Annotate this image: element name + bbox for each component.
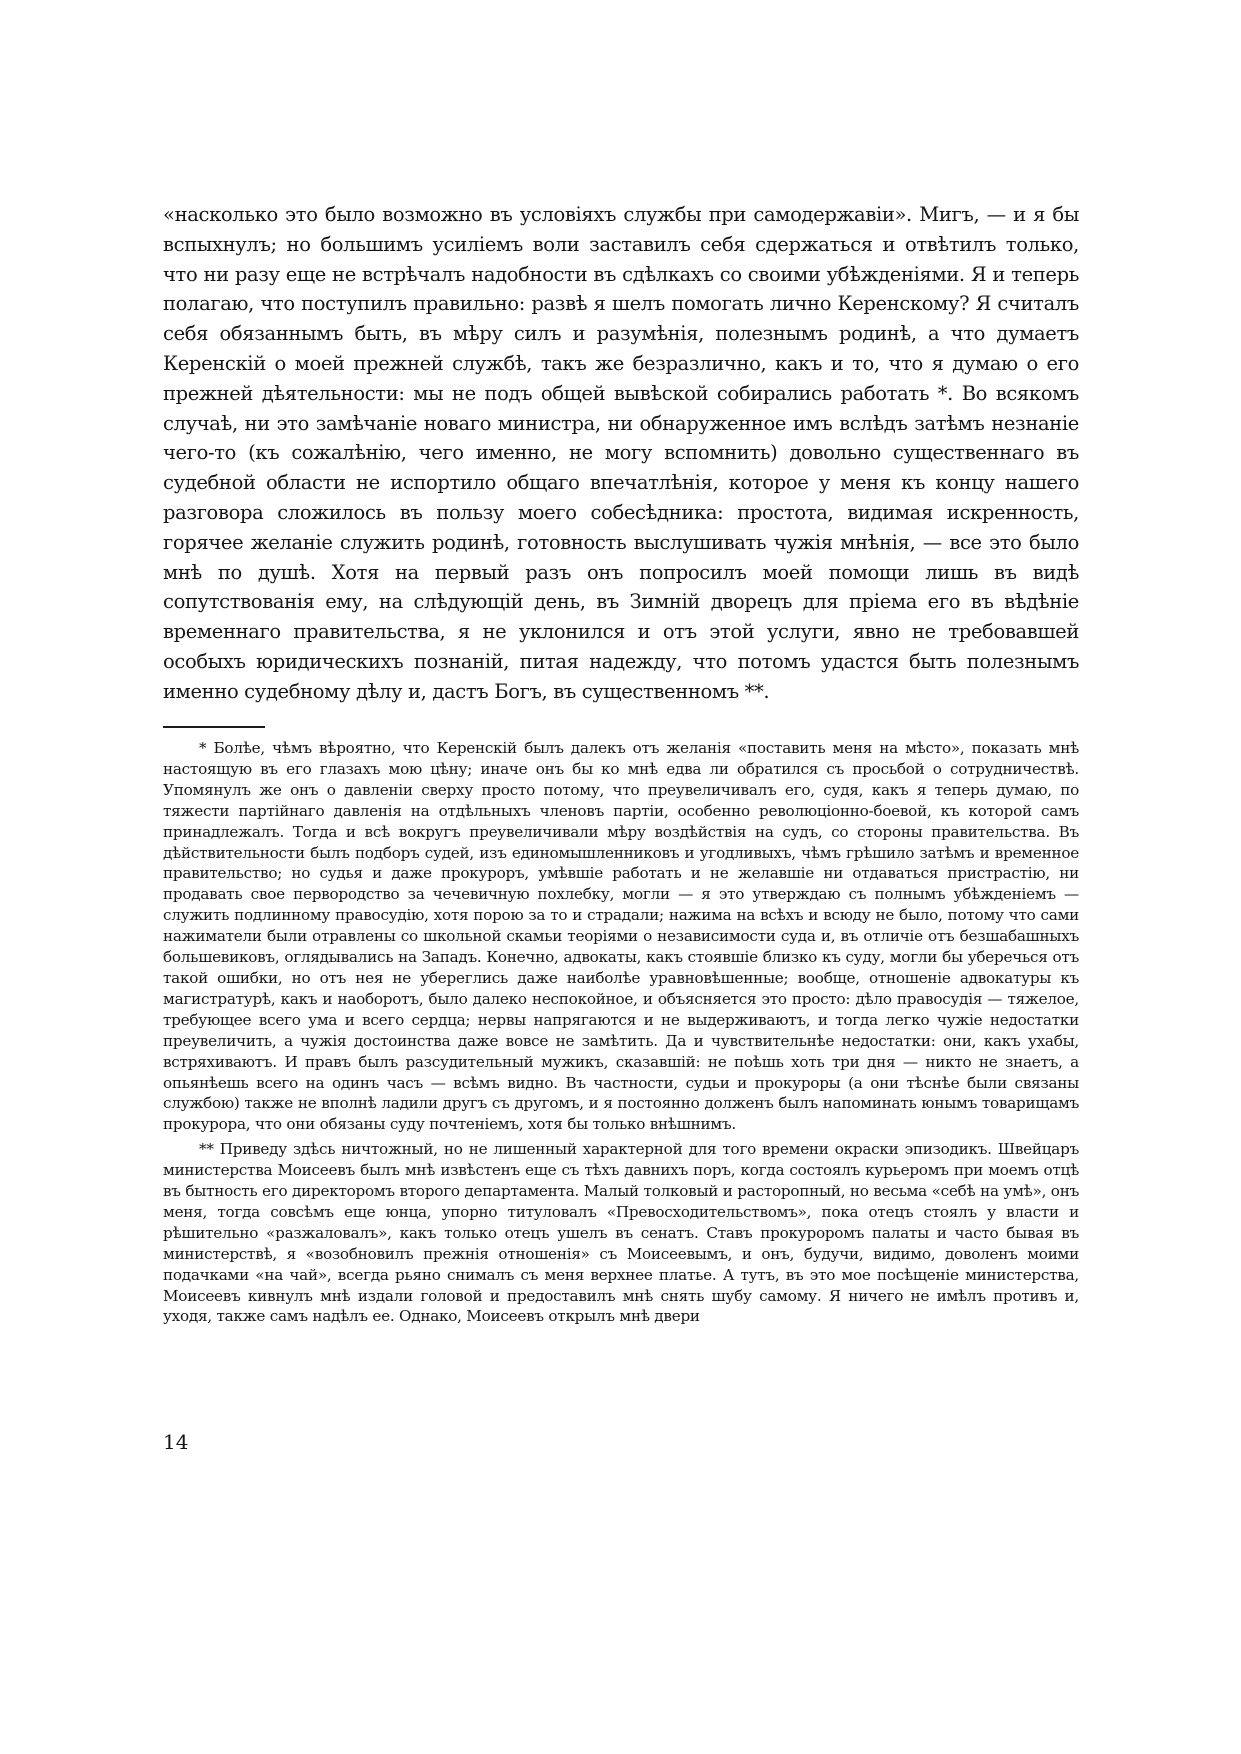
footnote-2: ** Приведу здѣсь ничтожный, но не лишенный характерной для того времени окраски эпизодикъ. Швейцаръ министерства Моисеевъ былъ мнѣ извѣстенъ еще съ тѣхъ давнихъ поръ, когда состоялъ курьеромъ при моемъ отцѣ въ бытность его директоромъ второго департамента. Малый толковый и расторопный, но весьма «себѣ на умѣ», онъ меня, тогда совсѣмъ еще юнца, упорно титуловалъ «Превосходительствомъ», пока отецъ стоялъ у власти и рѣшительно «разжаловалъ», какъ только отецъ ушелъ въ сенатъ. Ставъ прокуроромъ палаты и часто бывая въ министерствѣ, я «возобновилъ прежнія отношенія» съ Моисеевымъ, и онъ, будучи, видимо, доволенъ моими подачками «на чай», всегда рьяно снималъ съ меня верхнее платье. А тутъ, въ это мое посѣщеніе министерства, Моисеевъ кивнулъ мнѣ издали головой и предоставилъ мнѣ снять шубу самому. Я ничего не имѣлъ противъ и, уходя, также самъ надѣлъ ее. Однако, Моисеевъ открылъ мнѣ двери (163, 1140, 1079, 1326)
footnote-1: * Болѣе, чѣмъ вѣроятно, что Керенскій былъ далекъ отъ желанія «поставить меня на мѣсто», показать мнѣ настоящую въ его глазахъ мою цѣну; иначе онъ бы ко мнѣ едва ли обратился съ просьбой о сотрудничествѣ. Упомянулъ же онъ о давленіи сверху просто потому, что преувеличивалъ его, судя, какъ я теперь думаю, по тяжести партійнаго давленія на отдѣльныхъ членовъ партіи, особенно революціонно-боевой, къ которой самъ принадлежалъ. Тогда и всѣ вокругъ преувеличивали мѣру воздѣйствія на судъ, со стороны правительства. Въ дѣйствительности былъ подборъ судей, изъ единомышленниковъ и угодливыхъ, чѣмъ грѣшило затѣмъ и временное правительство; но судья и даже прокуроръ, умѣвшіе работать и не желавшіе ни отдаваться пристрастію, ни продавать свое первородство за чечевичную похлебку, могли — я это утверждаю съ полнымъ убѣжденіемъ — служить подлинному правосудію, хотя порою за то и страдали; нажима на всѣхъ и всюду не было, потому что сами нажиматели были отравлены со школьной скамьи теоріями о независимости суда и, въ отличіе отъ безшабашныхъ большевиковъ, оглядывались на Западъ. Конечно, адвокаты, какъ стоявшіе близко къ суду, могли бы уберечься отъ такой ошибки, но отъ нея не уберeглись даже наиболѣе уравновѣшенные; вообще, отношеніе адвокатуры къ магистратурѣ, какъ и наоборотъ, было далеко неспокойное, и объясняется это просто: дѣло правосудія — тяжелое, требующее всего ума и всего сердца; нервы напрягаются и не выдерживаютъ, и тогда легко чужіе недостатки преувеличить, а чужія достоинства даже вовсе не замѣтить. Да и чувствительнѣе недостатки: они, какъ ухабы, встряхиваютъ. И правъ былъ разсудительный мужикъ, сказавшій: не поѣшь хоть три дня — никто не знаетъ, а опьянѣешь всего на одинъ часъ — всѣмъ видно. Въ частности, судьи и прокуроры (а они тѣснѣе были связаны службою) также не вполнѣ ладили другъ съ другомъ, и я постоянно долженъ былъ напоминать юнымъ товарищамъ прокурора, что они обязаны суду почтеніемъ, хотя бы только внѣшнимъ. (163, 739, 1079, 1134)
main-paragraph: «насколько это было возможно въ условіяхъ службы при самодержавіи». Мигъ, — и я бы вспыхнулъ; но большимъ усиліемъ воли заставилъ себя сдержаться и отвѣтилъ только, что ни разу еще не встрѣчалъ надобности въ сдѣлкахъ со своими убѣжденіями. Я и теперь полагаю, что поступилъ правильно: развѣ я шелъ помогать лично Керенскому? Я считалъ себя обязаннымъ быть, въ мѣру силъ и разумѣнія, полезнымъ родинѣ, а что думаетъ Керенскій о моей прежней службѣ, такъ же безразлично, какъ и то, что я думаю о его прежней дѣятельности: мы не подъ общей вывѣской собирались работать *. Во всякомъ случаѣ, ни это замѣчаніе новаго министра, ни обнаруженное имъ вслѣдъ затѣмъ незнаніе чего-то (къ сожалѣнію, чего именно, не могу вспомнить) довольно существеннаго въ судебной области не испортило общаго впечатлѣнія, которое у меня къ концу нашего разговора сложилось въ пользу моего собесѣдника: простота, видимая искренность, горячее желаніе служить родинѣ, готовность выслушивать чужія мнѣнія, — все это было мнѣ по душѣ. Хотя на первый разъ онъ попросилъ моей помощи лишь въ видѣ сопутствованія ему, на слѣдующій день, въ Зимній дворецъ для пріема его въ вѣдѣніе временнаго правительства, я не уклонился и отъ этой услуги, явно не требовавшей особыхъ юридическихъ познаній, питая надежду, что потомъ удастся быть полезнымъ именно судебному дѣлу и, дастъ Богъ, въ существенномъ **. (163, 203, 1079, 703)
footnotes-block (163, 738, 1079, 1327)
page-number: 14 (163, 1430, 189, 1454)
footnote-separator (163, 726, 265, 728)
main-body-text (163, 200, 1079, 707)
